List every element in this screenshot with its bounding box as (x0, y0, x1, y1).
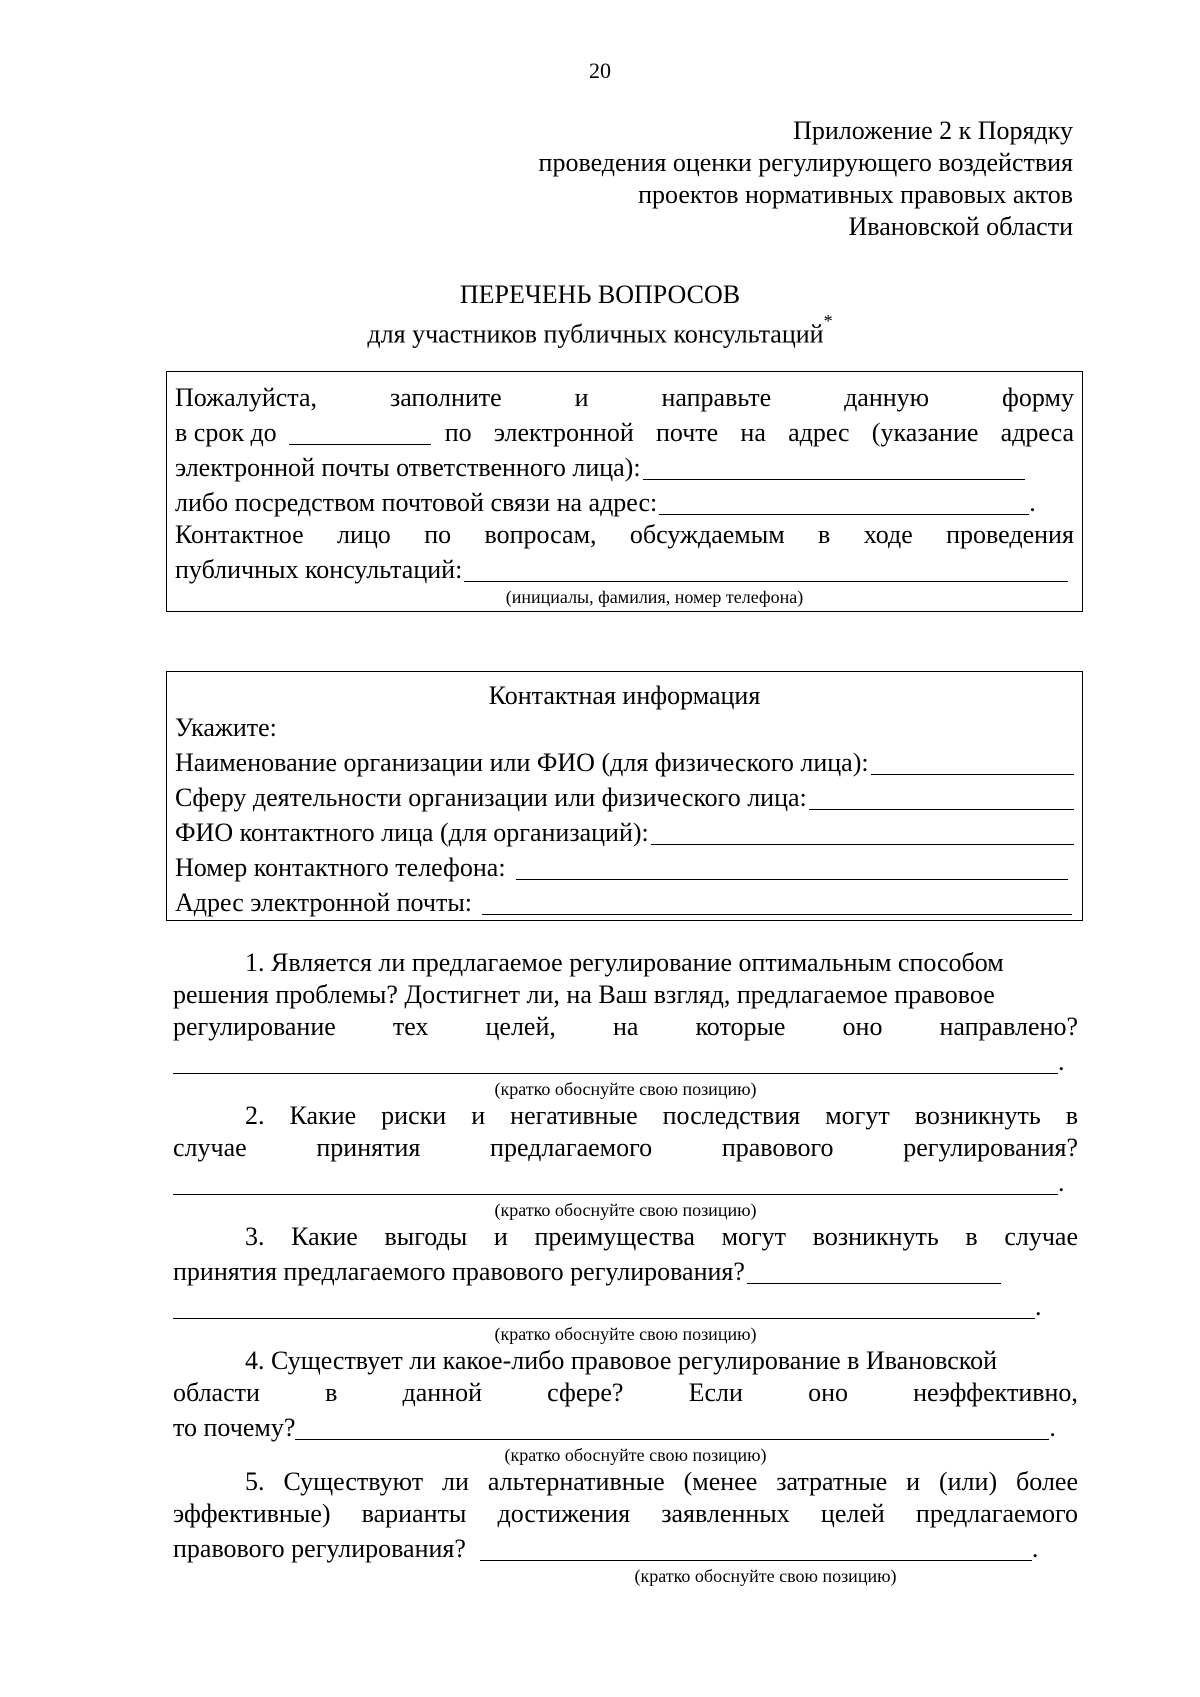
word: данной (402, 1378, 482, 1407)
word: заполните (389, 383, 502, 412)
contact-field-row (175, 779, 1074, 814)
contact-field-row (175, 744, 1074, 779)
question-3-inline-field[interactable] (747, 1257, 1001, 1284)
question-2-answer-row (173, 1164, 1078, 1199)
contact-field-row (175, 849, 1074, 884)
appendix-line: Ивановской области (848, 212, 1073, 241)
instructions-line-3 (175, 449, 1074, 484)
questions-section (173, 947, 1078, 1587)
question-3-line: 3. Какие выгоды и преимущества могут возникнуть в случае (245, 1222, 1078, 1251)
question-4-caption: (кратко обоснуйте свою позицию) (504, 1445, 767, 1465)
word: Если (688, 1378, 743, 1407)
question-3-caption: (кратко обоснуйте свою позицию) (494, 1324, 757, 1344)
question-5-line: 5. Существуют ли альтернативные (менее затратные и (или) более (245, 1467, 1078, 1496)
question-3-text: принятия предлагаемого правового регулирования? (173, 1257, 745, 1286)
contact-field-row (175, 814, 1074, 849)
title-sub-text: для участников публичных консультаций (367, 319, 824, 349)
period: . (1029, 488, 1036, 517)
word: в (325, 1378, 338, 1407)
word: оно (842, 1012, 883, 1041)
appendix-line: проведения оценки регулирующего воздействия (538, 148, 1073, 177)
responsible-email-field[interactable] (643, 453, 1025, 480)
word: регулирование (173, 1012, 336, 1041)
word: неэффективно, (913, 1378, 1078, 1407)
question-1-line: 1. Является ли предлагаемое регулирование оптимальным способом (245, 948, 1004, 977)
contact-person-field[interactable] (464, 555, 1068, 582)
question-5-caption: (кратко обоснуйте свою позицию) (634, 1566, 897, 1586)
question-1-line (173, 1011, 1078, 1043)
contact-name-field[interactable] (651, 818, 1074, 845)
word: обсуждаемым (629, 520, 785, 549)
phone-field[interactable] (516, 853, 1068, 880)
word: предлагаемого (490, 1133, 653, 1162)
contact-name-label: ФИО контактного лица (для организаций): (175, 818, 649, 847)
instructions-line-6 (175, 551, 1074, 586)
activity-field[interactable] (809, 783, 1074, 810)
word: регулирования? (903, 1133, 1078, 1162)
contact-info-box (166, 671, 1083, 921)
instructions-line-4 (175, 484, 1074, 519)
word: на (612, 1012, 639, 1041)
appendix-line: проектов нормативных правовых актов (638, 180, 1073, 209)
instructions-line-5 (175, 519, 1074, 551)
question-4-answer-row (173, 1409, 1078, 1444)
phone-label: Номер контактного телефона: (175, 853, 506, 882)
question-3-answer-field[interactable] (173, 1292, 1035, 1319)
email-label: электронной почты ответственного лица): (175, 453, 641, 482)
question-4-text: то почему? (173, 1413, 296, 1442)
instructions-line-1 (175, 382, 1074, 414)
period: . (1049, 1413, 1056, 1442)
postal-label: либо посредством почтовой связи на адрес: (175, 488, 658, 517)
question-1-answer-field[interactable] (173, 1047, 1058, 1074)
deadline-label: в срок до (175, 418, 277, 447)
period: . (1031, 1534, 1039, 1563)
question-5-answer-row (173, 1530, 1078, 1565)
question-1-answer-row (173, 1043, 1078, 1078)
question-1-caption: (кратко обоснуйте свою позицию) (494, 1079, 757, 1099)
word: которые (695, 1012, 786, 1041)
word: ходе (863, 520, 913, 549)
word: по (424, 520, 452, 549)
word: данную (844, 383, 930, 412)
appendix-header (539, 115, 1073, 243)
question-1-line: решения проблемы? Достигнет ли, на Ваш взгляд, предлагаемое правовое (173, 980, 995, 1009)
word: направлено? (939, 1012, 1078, 1041)
word: лицо (337, 520, 391, 549)
word: проведения (946, 520, 1074, 549)
question-5-text: правового регулирования? (173, 1534, 466, 1563)
question-5-answer-field[interactable] (480, 1534, 1032, 1561)
word: целей, (485, 1012, 556, 1041)
word: случае (173, 1133, 247, 1162)
word: тех (392, 1012, 429, 1041)
period: . (1058, 1047, 1065, 1076)
question-2-answer-field[interactable] (173, 1168, 1058, 1195)
contact-field-row (175, 884, 1074, 919)
period: . (1035, 1292, 1042, 1321)
org-name-field[interactable] (871, 748, 1074, 775)
word: сфере? (547, 1378, 624, 1407)
email-field[interactable] (482, 888, 1072, 915)
question-4-line (173, 1377, 1078, 1409)
word: Контактное (175, 520, 304, 549)
org-name-label: Наименование организации или ФИО (для физического лица): (175, 748, 869, 777)
title-main: ПЕРЕЧЕНЬ ВОПРОСОВ (459, 280, 741, 309)
footnote-mark: * (823, 311, 833, 331)
activity-label: Сферу деятельности организации или физического лица: (175, 783, 807, 812)
word: форму (1002, 383, 1074, 412)
question-4-answer-field[interactable] (295, 1413, 1049, 1440)
question-5-line: эффективные) варианты достижения заявленных целей предлагаемого (173, 1499, 1078, 1528)
contact-info-heading: Контактная информация (488, 681, 761, 710)
word: Пожалуйста, (175, 383, 318, 412)
question-2-line: 2. Какие риски и негативные последствия могут возникнуть в (245, 1101, 1078, 1130)
deadline-field[interactable] (289, 418, 431, 445)
instructions-box (166, 371, 1083, 612)
word: принятия (316, 1133, 421, 1162)
email-intro: по электронной почте на адрес (указание адреса (444, 418, 1074, 447)
title-sub (0, 311, 1200, 351)
question-3-line (173, 1253, 1078, 1288)
word: направьте (661, 383, 772, 412)
page-number: 20 (589, 58, 611, 83)
document-title (0, 279, 1200, 351)
word: оно (808, 1378, 848, 1407)
question-3-answer-row (173, 1288, 1078, 1323)
word: и (574, 383, 589, 412)
contact-person-caption: (инициалы, фамилия, номер телефона) (505, 587, 804, 607)
question-2-line (173, 1132, 1078, 1164)
contact-info-prompt: Укажите: (175, 713, 277, 742)
question-4-line: 4. Существует ли какое-либо правовое регулирование в Ивановской (245, 1346, 997, 1375)
word: в (818, 520, 831, 549)
instructions-line-2 (175, 414, 1074, 449)
question-2-caption: (кратко обоснуйте свою позицию) (494, 1200, 757, 1220)
word: правового (721, 1133, 834, 1162)
contact-person-label: публичных консультаций: (175, 555, 463, 584)
appendix-line: Приложение 2 к Порядку (793, 116, 1073, 145)
word: области (173, 1378, 260, 1407)
word: вопросам, (484, 520, 597, 549)
email-label: Адрес электронной почты: (175, 888, 473, 917)
period: . (1058, 1168, 1065, 1197)
postal-address-field[interactable] (659, 488, 1029, 515)
